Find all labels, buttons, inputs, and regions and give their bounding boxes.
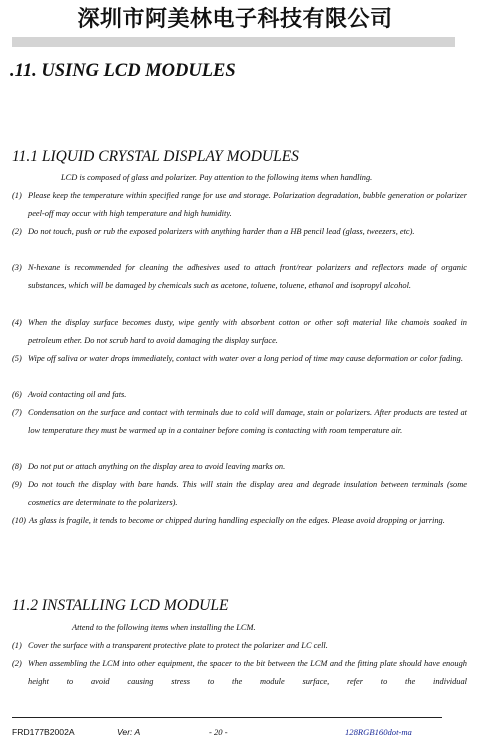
list-item-text: Condensation on the surface and contact with terminals due to cold will damage, stain or polarizers. After products are tested at low temperature they must be warmed up in a container before coming is contacting with room temperature air. [28, 408, 467, 436]
list-item-text: N-hexane is recommended for cleaning the adhesives used to attach front/rear polarizers and reflectors made of organic substances, which will be damaged by chemicals such as acetone, toluene, toluene, ethanol and isopropyl alcohol. [28, 263, 467, 291]
list-item [12, 223, 467, 241]
list-item-number: (8) [12, 462, 22, 471]
footer-page-number: - 20 - [209, 727, 228, 737]
list-item-text: Wipe off saliva or water drops immediately, contact with water over a long period of time may cause deformation or color fading. [28, 354, 463, 363]
company-name: 深圳市阿美林电子科技有限公司 [77, 7, 393, 32]
list-item [12, 655, 467, 691]
list-item-text: When the display surface becomes dusty, wipe gently with absorbent cotton or other soft material like chamois soaked in petroleum ether. Do not scrub hard to avoid damaging the display surface. [28, 318, 467, 346]
list-item [12, 404, 467, 440]
list-item-number: (2) [12, 227, 22, 236]
list-item-number: (1) [12, 191, 22, 200]
list-item-number: (2) [12, 659, 22, 668]
list-item-text: Cover the surface with a transparent protective plate to protect the polarizer and LC cell. [28, 641, 328, 650]
footer-version: Ver: A [117, 727, 141, 737]
list-item [12, 476, 467, 512]
list-item-number: (10) [12, 516, 26, 525]
list-item-number: (4) [12, 318, 22, 327]
list-item-text: When assembling the LCM into other equipment, the spacer to the bit between the LCM and the fitting plate should have enough height to avoid causing stress to the module surface, refer to the individual [28, 659, 467, 687]
section-heading-11-1: 11.1 LIQUID CRYSTAL DISPLAY MODULES [12, 148, 299, 165]
list-item-text: Please keep the temperature within specified range for use and storage. Polarization degradation, bubble generation or polarizer peel-off may occur with high temperature and high humidity. [28, 191, 467, 219]
list-item [12, 386, 467, 404]
list-item-text: Do not put or attach anything on the display area to avoid leaving marks on. [28, 462, 286, 471]
list-item-number: (3) [12, 263, 22, 272]
list-item-number: (1) [12, 641, 22, 650]
list-item-number: (9) [12, 480, 22, 489]
list-item-number: (5) [12, 354, 22, 363]
list-item-text: Do not touch, push or rub the exposed polarizers with anything harder than a HB pencil lead (glass, tweezers, etc). [28, 227, 415, 236]
section-heading-11-2: 11.2 INSTALLING LCD MODULE [12, 597, 229, 614]
list-item-text: Avoid contacting oil and fats. [28, 390, 127, 399]
list-item-text: As glass is fragile, it tends to become or chipped during handling especially on the edges. Please avoid dropping or jarring. [29, 516, 445, 525]
list-item [12, 187, 467, 223]
list-item [12, 314, 467, 350]
list-item [12, 259, 467, 295]
list-item-text: Do not touch the display with bare hands. This will stain the display area and degrade insulation between terminals (some cosmetics are determinate to the polarizers). [28, 480, 467, 508]
header-bar [12, 37, 455, 47]
list-item-number: (6) [12, 390, 22, 399]
list-item [12, 458, 467, 476]
footer-divider [12, 717, 442, 718]
list-item [12, 637, 467, 655]
section-intro-11-2: Attend to the following items when installing the LCM. [72, 623, 256, 632]
chapter-title: .11. USING LCD MODULES [10, 61, 236, 81]
section-intro-11-1: LCD is composed of glass and polarizer. Pay attention to the following items when handling. [61, 173, 373, 182]
list-item [12, 512, 467, 530]
list-item-number: (7) [12, 408, 22, 417]
footer-doc-number: FRD177B2002A [12, 727, 75, 737]
list-item [12, 350, 467, 368]
footer-model: 128RGB160dot-ma [345, 727, 412, 737]
